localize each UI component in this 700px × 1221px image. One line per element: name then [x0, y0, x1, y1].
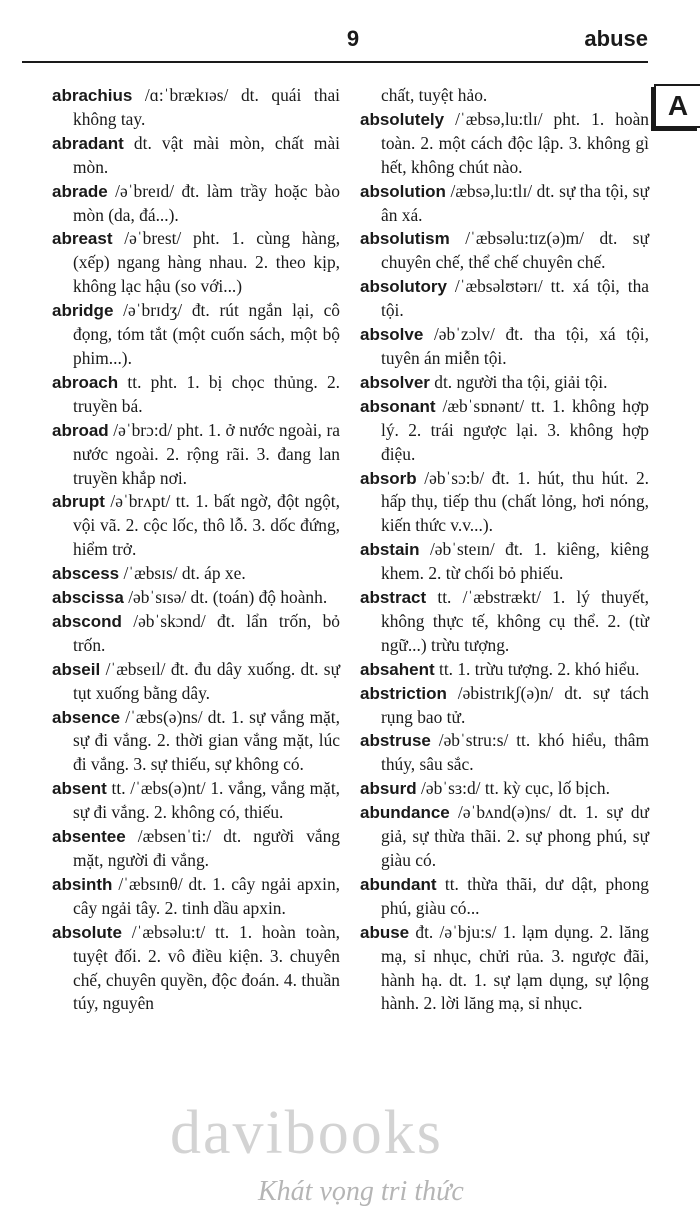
entry-definition: /ˈæbsəlu:tɪz(ə)m/ dt. sự chuyên chế, thể chế chuyên chế. — [381, 228, 649, 273]
entry-definition: /ˈæbs(ə)ns/ dt. 1. sự vắng mặt, sự đi vắng. 2. thời gian vắng mặt, lúc đi vắng. 3. sự thiếu, sự không có. — [73, 706, 340, 775]
dictionary-entry — [52, 921, 340, 1017]
guide-word: abuse — [584, 26, 648, 51]
entry-headword: abroach — [52, 372, 119, 392]
entry-headword: absonant — [360, 396, 436, 416]
entry-headword: absolutely — [360, 109, 445, 129]
entry-headword: abroad — [52, 420, 109, 440]
dictionary-entry — [360, 323, 649, 371]
entry-definition: /əˈbrɪdʒ/ đt. rút ngắn lại, cô đọng, tóm tắt (một cuốn sách, một bộ phim...). — [73, 300, 340, 368]
entry-definition: /əbˈstru:s/ tt. khó hiểu, thâm thúy, sâu sắc. — [381, 730, 649, 775]
dictionary-entry — [52, 84, 340, 132]
dictionary-entry — [52, 562, 340, 586]
entry-definition: /əˈbrest/ pht. 1. cùng hàng, (xếp) ngang hàng nhau. 2. theo kịp, không lạc hậu (so với...) — [73, 228, 340, 297]
entry-headword: abridge — [52, 301, 114, 321]
entry-headword: abstain — [360, 540, 420, 560]
entry-definition: /əbˈsɔ:b/ đt. 1. hút, thu hút. 2. hấp thụ, tiếp thu (chất lỏng, hơi nóng, kiến thức v.v...). — [381, 467, 649, 536]
dictionary-entry — [360, 777, 649, 801]
dictionary-entry — [52, 873, 340, 921]
entry-definition: /əˈbʌnd(ə)ns/ dt. 1. sự dư giả, sự thừa thãi. 2. sự phong phú, sự giàu có. — [381, 802, 649, 870]
dictionary-entry — [52, 777, 340, 825]
entry-headword: abscess — [52, 564, 120, 584]
dictionary-entry — [52, 610, 340, 658]
entry-headword: absentee — [52, 827, 126, 847]
entry-headword: absence — [52, 707, 121, 727]
dictionary-entry — [52, 490, 340, 562]
entry-definition: tt. /ˈæbs(ə)nt/ 1. vắng, vắng mặt, sự đi vắng. 2. không có, thiếu. — [73, 778, 340, 823]
dictionary-entry — [360, 538, 649, 586]
entry-headword: abrupt — [52, 492, 105, 512]
dictionary-entry — [52, 180, 340, 228]
entry-headword: abundance — [360, 803, 450, 823]
entry-definition: chất, tuyệt hảo. — [381, 85, 488, 105]
entry-definition: dt. người tha tội, giải tội. — [429, 371, 608, 392]
entry-headword: absolute — [52, 922, 122, 942]
left-column — [52, 84, 340, 1016]
letter-thumb-tab — [654, 84, 700, 128]
entry-definition: /ˈæbsəlʊtərɪ/ tt. xá tội, tha tội. — [381, 276, 649, 321]
dictionary-entry — [360, 84, 649, 108]
entry-definition: /əbˈzɔlv/ đt. tha tội, xá tội, tuyên án miễn tội. — [381, 324, 649, 368]
entry-definition: /æbsə,lu:tlɪ/ dt. sự tha tội, sự ân xá. — [381, 180, 649, 225]
entry-definition: /ˈæbseɪl/ đt. đu dây xuống. dt. sự tụt xuống bằng dây. — [73, 658, 340, 703]
entry-definition: tt. /ˈæbstrækt/ 1. lý thuyết, không thực tế, không cụ thể. 2. (từ ngữ...) trừu tượng. — [381, 587, 649, 655]
dictionary-entry — [360, 658, 649, 682]
entry-definition: /ˈæbsə,lu:tlɪ/ pht. 1. hoàn toàn. 2. một cách độc lập. 3. không gì hết, không chút nào. — [381, 108, 649, 177]
dictionary-entry — [360, 801, 649, 873]
dictionary-entry — [360, 729, 649, 777]
entry-headword: abscond — [52, 611, 122, 631]
entry-headword: abrachius — [52, 86, 133, 105]
entry-headword: abuse — [360, 922, 410, 942]
dictionary-entry — [360, 682, 649, 730]
entry-definition: /əbˈskɔnd/ đt. lẩn trốn, bỏ trốn. — [73, 610, 340, 655]
dictionary-entry — [52, 132, 340, 180]
entry-headword: abundant — [360, 874, 437, 894]
entry-headword: absolution — [360, 181, 446, 201]
entry-definition: /əbˈsɪsə/ dt. (toán) độ hoành. — [123, 587, 328, 608]
entry-definition: /əˈbrʌpt/ tt. 1. bất ngờ, đột ngột, vội vã. 2. cộc lốc, thô lỗ. 3. dốc đứng, hiểm trở. — [73, 491, 340, 560]
entry-headword: absolver — [360, 372, 430, 392]
entry-definition: /ˈæbsəlu:t/ tt. 1. hoàn toàn, tuyệt đối. 2. vô điều kiện. 3. chuyên chế, chuyên quyền, độc đoán. 4. thuần túy, nguyên — [73, 921, 340, 1014]
dictionary-entry — [360, 108, 649, 180]
entry-headword: abreast — [52, 229, 113, 249]
dictionary-entry — [52, 706, 340, 778]
page-number: 9 — [346, 26, 360, 51]
dictionary-entry — [52, 825, 340, 873]
entry-headword: abscissa — [52, 588, 124, 608]
entry-headword: abradant — [52, 133, 124, 153]
entry-headword: absahent — [360, 659, 435, 679]
entry-definition: tt. 1. trừu tượng. 2. khó hiểu. — [434, 658, 640, 679]
dictionary-entry — [52, 419, 340, 491]
entry-headword: absurd — [360, 779, 417, 799]
header-rule — [22, 61, 648, 63]
entry-definition: dt. vật mài mòn, chất mài mòn. — [73, 132, 340, 177]
entry-headword: absolve — [360, 325, 424, 345]
entry-definition: tt. thừa thãi, dư dật, phong phú, giàu có... — [381, 873, 649, 918]
right-column — [360, 84, 649, 1016]
entry-definition: /æbsenˈti:/ dt. người vắng mặt, người đi vắng. — [73, 826, 340, 870]
entry-headword: abstruse — [360, 731, 431, 751]
entry-definition: /æbˈsɒnənt/ tt. 1. không hợp lý. 2. trái ngược lại. 3. không hợp điệu. — [381, 395, 649, 464]
dictionary-entry — [52, 658, 340, 706]
entry-definition: đt. /əˈbju:s/ 1. lạm dụng. 2. lăng mạ, sỉ nhục, chửi rủa. 3. ngược đãi, hành hạ. dt. 1. sự lạm dụng, sự lộng hành. 2. lời lăng mạ, sỉ nhục. — [381, 921, 649, 1014]
entry-headword: absolutory — [360, 277, 447, 297]
entry-definition: tt. pht. 1. bị chọc thủng. 2. truyền bá. — [73, 371, 340, 416]
entry-definition: /əbˈsteɪn/ đt. 1. kiêng, kiêng khem. 2. từ chối bỏ phiếu. — [381, 539, 649, 584]
entry-headword: abstriction — [360, 683, 447, 703]
entry-headword: absolutism — [360, 229, 450, 249]
dictionary-entry — [52, 586, 340, 610]
entry-headword: absorb — [360, 468, 417, 488]
dictionary-entry — [360, 371, 649, 395]
entry-definition: /əbistrɪkʃ(ə)n/ dt. sự tách rụng bao tử. — [381, 682, 649, 727]
entry-definition: /ˈæbsɪs/ dt. áp xe. — [119, 563, 246, 584]
dictionary-entry — [52, 227, 340, 299]
entry-headword: abseil — [52, 659, 101, 679]
dictionary-entry — [360, 395, 649, 467]
thumb-tab-letter: A — [667, 90, 689, 121]
entry-headword: absinth — [52, 874, 113, 894]
entry-definition: /əˈbreɪd/ đt. làm trầy hoặc bào mòn (da, đá...). — [73, 180, 340, 225]
entry-definition: /əbˈsɜ:d/ tt. kỳ cục, lố bịch. — [416, 778, 610, 799]
dictionary-entry — [360, 467, 649, 539]
entry-headword: abstract — [360, 588, 427, 608]
dictionary-entry — [360, 873, 649, 921]
entry-headword: absent — [52, 779, 107, 799]
publisher-watermark: davibooks — [170, 1099, 443, 1167]
entry-definition: /ɑ:ˈbrækɪəs/ dt. quái thai không tay. — [73, 85, 340, 129]
dictionary-entry — [360, 227, 649, 275]
dictionary-entry — [360, 586, 649, 658]
dictionary-entry — [52, 371, 340, 419]
publisher-slogan: Khát vọng tri thức — [258, 1176, 464, 1207]
dictionary-entry — [360, 275, 649, 323]
dictionary-entry — [360, 921, 649, 1017]
entry-definition: /ˈæbsɪnθ/ dt. 1. cây ngải apxin, cây ngải tây. 2. tinh dầu apxin. — [73, 873, 340, 918]
entry-definition: /əˈbrɔ:d/ pht. 1. ở nước ngoài, ra nước ngoài. 2. rộng rãi. 3. đang lan truyền khắp nơi. — [73, 419, 340, 488]
dictionary-entry — [52, 299, 340, 371]
dictionary-entry — [360, 180, 649, 228]
entry-headword: abrade — [52, 181, 108, 201]
